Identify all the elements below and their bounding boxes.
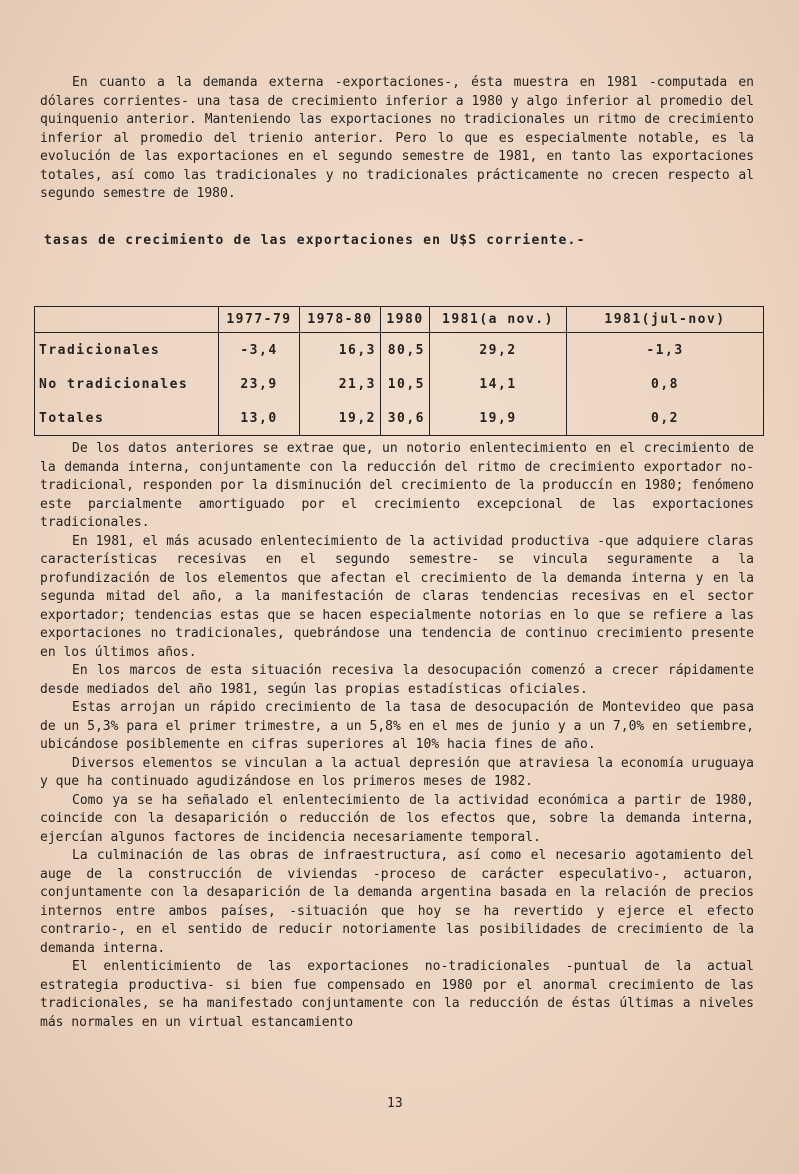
exports-growth-table xyxy=(34,306,764,436)
body-paragraph: Como ya se ha señalado el enlentecimiento de la actividad económica a partir de 1980, coincide con la desaparición o reducción de los efectos que, sobre la demanda interna, ejercían algunos factores de incidencia necesariamente temporal. xyxy=(40,792,754,845)
table-header-row xyxy=(35,307,764,333)
table-cell: 80,5 xyxy=(381,333,430,368)
table-cell: 14,1 xyxy=(430,367,567,401)
row-label: Totales xyxy=(35,401,219,436)
table-title: tasas de crecimiento de las exportaciones en U$S corriente.- xyxy=(44,233,586,248)
body-paragraph: El enlenticimiento de las exportaciones no-tradicionales -puntual de la actual estrategia productiva- si bien fue compensado en 1980 por el anormal crecimiento de las tradicionales, se ha manifestado conjuntamente con la reducción de éstas últimas a niveles más normales en un virtual estancamiento xyxy=(40,959,754,1030)
table-cell: 29,2 xyxy=(430,333,567,368)
table-cell: 23,9 xyxy=(219,367,300,401)
table-cell: 19,2 xyxy=(300,401,381,436)
header-1977-79: 1977-79 xyxy=(219,307,300,333)
body-paragraph: En 1981, el más acusado enlentecimiento de la actividad productiva -que adquiere claras características recesivas en el segundo semestre- se vincula seguramente a la profundización de los elementos que afectan el crecimiento de la demanda interna y en la segunda mitad del año, a la manifestación de claras tendencias recesivas en el sector exportador; tendencias estas que se hacen especialmente notorias en lo que se refiere a las exportaciones no tradicionales, quebrándose una tendencia de continuo crecimiento presente en los últimos años. xyxy=(40,533,754,660)
header-1978-80: 1978-80 xyxy=(300,307,381,333)
table-row xyxy=(35,367,764,401)
header-1980: 1980 xyxy=(381,307,430,333)
table-row xyxy=(35,401,764,436)
row-label: Tradicionales xyxy=(35,333,219,368)
body-paragraph: La culminación de las obras de infraestructura, así como el necesario agotamiento del auge de la construcción de viviendas -proceso de carácter especulativo-, actuaron, conjuntamente con la desaparición de la demanda argentina basada en la relación de precios internos entre ambos países, -situación que hoy se ha revertido y ejerce el efecto contrario-, en el sentido de reducir notoriamente las posibilidades de crecimiento de la demanda interna. xyxy=(40,848,754,956)
body-paragraph: Estas arrojan un rápido crecimiento de la tasa de desocupación de Montevideo que pasa de un 5,3% para el primer trimestre, a un 5,8% en el mes de junio y a un 7,0% en setiembre, ubicándose posiblemente en cifras superiores al 10% hacia fines de año. xyxy=(40,700,754,752)
table-row xyxy=(35,333,764,368)
intro-section xyxy=(40,74,754,204)
body-paragraph: De los datos anteriores se extrae que, un notorio enlentecimiento en el crecimiento de la demanda interna, conjuntamente con la reducción del ritmo de crecimiento exportador no-tradicional, responden por la disminución del crecimiento de la produccín en 1980; fenómeno este parcialmente amortiguado por el crecimiento excepcional de las exportaciones tradicionales. xyxy=(40,441,754,530)
table-cell: -3,4 xyxy=(219,333,300,368)
page-number: 13 xyxy=(387,1096,403,1111)
table-cell: 19,9 xyxy=(430,401,567,436)
body-paragraph: Diversos elementos se vinculan a la actual depresión que atraviesa la economía uruguaya y que ha continuado agudizándose en los primeros meses de 1982. xyxy=(40,755,754,789)
table-cell: 16,3 xyxy=(300,333,381,368)
table-cell: 0,2 xyxy=(567,401,764,436)
body-paragraph: En los marcos de esta situación recesiva la desocupación comenzó a crecer rápidamente desde mediados del año 1981, según las propias estadísticas oficiales. xyxy=(40,663,754,697)
table-cell: 21,3 xyxy=(300,367,381,401)
table-cell: 0,8 xyxy=(567,367,764,401)
row-label: No tradicionales xyxy=(35,367,219,401)
header-1981-nov: 1981(a nov.) xyxy=(430,307,567,333)
table-cell: 30,6 xyxy=(381,401,430,436)
table-cell: 13,0 xyxy=(219,401,300,436)
table-cell: -1,3 xyxy=(567,333,764,368)
header-empty xyxy=(35,307,219,333)
table-cell: 10,5 xyxy=(381,367,430,401)
intro-paragraph: En cuanto a la demanda externa -exportaciones-, ésta muestra en 1981 -computada en dólares corrientes- una tasa de crecimiento inferior a 1980 y algo inferior al promedio del quinquenio anterior. Manteniendo las exportaciones no tradicionales un ritmo de crecimiento inferior al promedio del trienio anterior. Pero lo que es especialmente notable, es la evolución de las exportaciones en el segundo semestre de 1981, en tanto las exportaciones totales, así como las tradicionales y no tradicionales prácticamente no crecen respecto al segundo semestre de 1980. xyxy=(40,75,754,201)
header-1981-jul-nov: 1981(jul-nov) xyxy=(567,307,764,333)
body-section xyxy=(40,440,754,1032)
